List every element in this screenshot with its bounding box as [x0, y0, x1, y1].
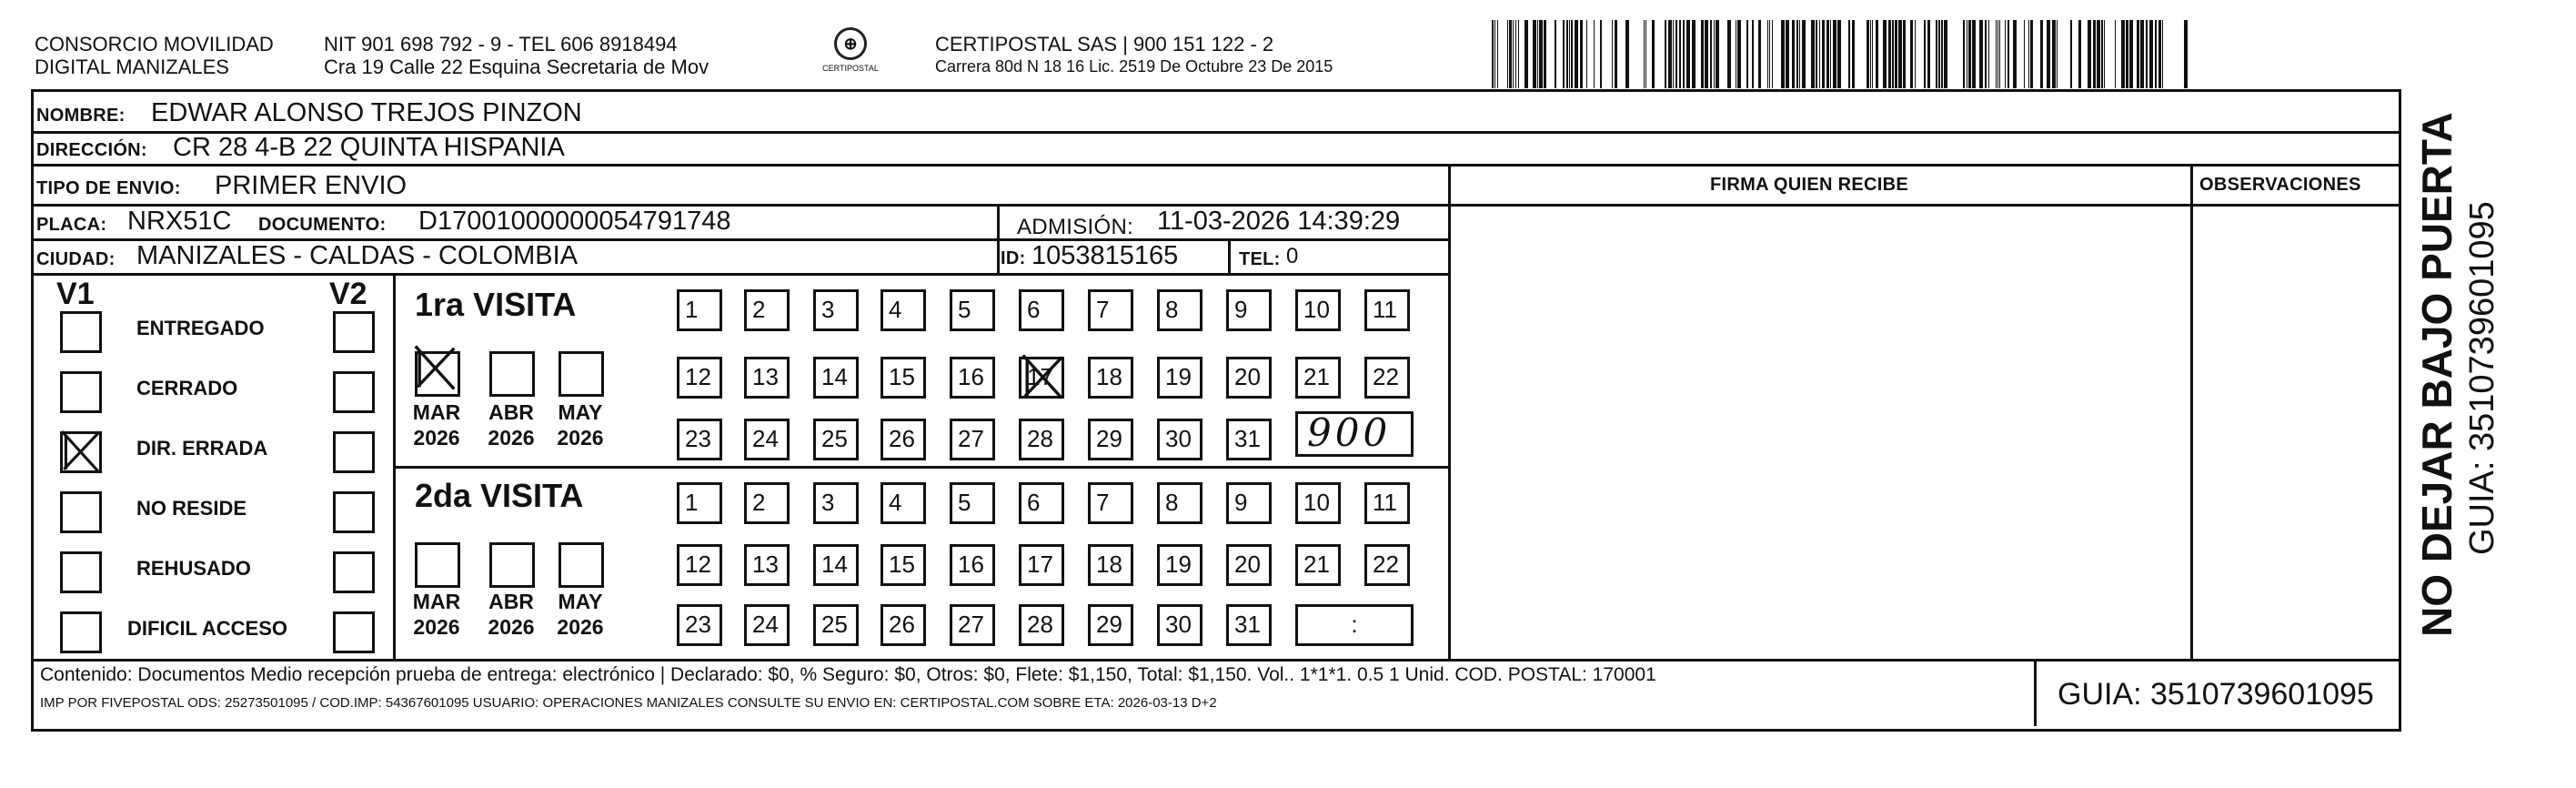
visit1-day-22[interactable]: 22: [1364, 357, 1410, 399]
visit1-day-9[interactable]: 9: [1226, 289, 1272, 331]
address-label: DIRECCIÓN:: [36, 140, 147, 160]
visit2-day-18[interactable]: 18: [1088, 544, 1133, 586]
v1-checkbox-6[interactable]: [60, 611, 102, 653]
visit1-day-14[interactable]: 14: [813, 357, 859, 399]
status-label: CERRADO: [136, 377, 238, 399]
visit2-month-label: MAR: [412, 590, 461, 613]
carrier-info: [935, 33, 1333, 77]
v2-label: V2: [329, 277, 367, 311]
visit2-day-10[interactable]: 10: [1295, 482, 1341, 524]
city-label: CIUDAD:: [36, 249, 116, 269]
id-label: ID:: [1001, 248, 1026, 268]
plate-label: PLACA:: [36, 215, 107, 235]
visit1-day-10[interactable]: 10: [1295, 289, 1341, 331]
company-nit: [324, 33, 709, 78]
visit1-day-7[interactable]: 7: [1088, 289, 1133, 331]
visit1-day-13[interactable]: 13: [744, 357, 790, 399]
visit1-month-label: MAR: [412, 400, 461, 424]
visit1-day-17[interactable]: 17: [1019, 357, 1064, 399]
visit1-day-11[interactable]: 11: [1364, 289, 1410, 331]
logo-text: CERTIPOSTAL: [822, 64, 879, 73]
visit1-year-label: 2026: [488, 426, 535, 450]
status-label: NO RESIDE: [136, 497, 247, 520]
visit2-month-box-mar[interactable]: [415, 542, 460, 588]
visit1-month-label: MAY: [558, 400, 603, 424]
recipient-address: CR 28 4-B 22 QUINTA HISPANIA: [173, 133, 565, 162]
visit1-day-20[interactable]: 20: [1226, 357, 1272, 399]
visit1-day-29[interactable]: 29: [1088, 419, 1133, 460]
v2-checkbox-6[interactable]: [333, 611, 375, 653]
visit2-day-17[interactable]: 17: [1019, 544, 1064, 586]
visit2-day-9[interactable]: 9: [1226, 482, 1272, 524]
status-label: DIFICIL ACCESO: [127, 617, 288, 640]
visit2-month-box-abr[interactable]: [489, 542, 535, 588]
visit2-day-24[interactable]: 24: [744, 604, 790, 646]
visit2-day-29[interactable]: 29: [1088, 604, 1133, 646]
footer-imp: IMP POR FIVEPOSTAL ODS: 25273501095 / COD.IMP: 54367601095 USUARIO: OPERACIONES MANIZALES CONSULTE SU ENVIO EN: CERTIPOSTAL.COM SOBRE ETA: 2026-03-13 D+2: [40, 695, 1217, 711]
admission-value: 11-03-2026 14:39:29: [1157, 207, 1401, 236]
recipient-name: EDWAR ALONSO TREJOS PINZON: [151, 98, 582, 127]
visit1-day-1[interactable]: 1: [677, 289, 722, 331]
v2-checkbox-3[interactable]: [333, 431, 375, 473]
side-warning: NO DEJAR BAJO PUERTA: [2413, 112, 2460, 637]
v1-checkbox-2[interactable]: [60, 371, 102, 413]
v2-checkbox-1[interactable]: [333, 311, 375, 353]
admission-label: ADMISIÓN:: [1017, 215, 1134, 239]
nit-line2: Cra 19 Calle 22 Esquina Secretaria de Mov: [324, 56, 709, 78]
status-label: REHUSADO: [136, 557, 251, 580]
visit1-day-2[interactable]: 2: [744, 289, 790, 331]
carrier-line1: CERTIPOSTAL SAS | 900 151 122 - 2: [935, 33, 1274, 56]
id-value: 1053815165: [1031, 241, 1179, 270]
company-line2: DIGITAL MANIZALES: [35, 56, 229, 78]
visit1-day-16[interactable]: 16: [950, 357, 995, 399]
visit2-month-box-may[interactable]: [558, 542, 604, 588]
side-guia: GUIA: 3510739601095: [2463, 201, 2501, 555]
visit2-day-3[interactable]: 3: [813, 482, 859, 524]
visit1-day-28[interactable]: 28: [1019, 419, 1064, 460]
visit2-day-5[interactable]: 5: [950, 482, 995, 524]
visit2-day-4[interactable]: 4: [880, 482, 926, 524]
company-line1: CONSORCIO MOVILIDAD: [35, 33, 274, 56]
visit2-day-19[interactable]: 19: [1157, 544, 1202, 586]
v2-checkbox-4[interactable]: [333, 491, 375, 533]
visit2-day-8[interactable]: 8: [1157, 482, 1202, 524]
v2-checkbox-2[interactable]: [333, 371, 375, 413]
footer-guia: GUIA: 3510739601095: [2058, 677, 2374, 712]
barcode: [1492, 20, 2192, 88]
visit2-time-field[interactable]: :: [1295, 604, 1414, 646]
visit2-day-11[interactable]: 11: [1364, 482, 1410, 524]
v1-checkbox-5[interactable]: [60, 551, 102, 593]
visit1-time-field[interactable]: 900: [1295, 411, 1414, 457]
visit1-day-23[interactable]: 23: [677, 419, 722, 460]
visit2-day-1[interactable]: 1: [677, 482, 722, 524]
visit1-title: 1ra VISITA: [415, 286, 577, 323]
visit2-day-25[interactable]: 25: [813, 604, 859, 646]
visit1-day-5[interactable]: 5: [950, 289, 995, 331]
visit1-month-box-may[interactable]: [558, 351, 604, 397]
visit2-day-20[interactable]: 20: [1226, 544, 1272, 586]
logo-icon: ⊕: [834, 27, 867, 60]
status-label: ENTREGADO: [136, 317, 265, 339]
visit1-day-18[interactable]: 18: [1088, 357, 1133, 399]
shipment-type-label: TIPO DE ENVIO:: [36, 178, 181, 198]
name-label: NOMBRE:: [36, 106, 126, 126]
visit1-day-31[interactable]: 31: [1226, 419, 1272, 460]
visit1-day-8[interactable]: 8: [1157, 289, 1202, 331]
visit1-day-12[interactable]: 12: [677, 357, 722, 399]
visit2-day-16[interactable]: 16: [950, 544, 995, 586]
visit2-day-31[interactable]: 31: [1226, 604, 1272, 646]
visit2-day-23[interactable]: 23: [677, 604, 722, 646]
visit1-day-26[interactable]: 26: [880, 419, 926, 460]
certipostal-logo: [810, 27, 891, 82]
status-label: DIR. ERRADA: [136, 437, 268, 460]
shipment-type: PRIMER ENVIO: [215, 171, 408, 200]
visit2-day-22[interactable]: 22: [1364, 544, 1410, 586]
visit1-day-24[interactable]: 24: [744, 419, 790, 460]
visit1-month-label: ABR: [488, 400, 534, 424]
visit1-day-6[interactable]: 6: [1019, 289, 1064, 331]
v1-label: V1: [56, 277, 95, 311]
tel-label: TEL:: [1239, 249, 1281, 269]
v1-checkbox-1[interactable]: [60, 311, 102, 353]
visit1-day-19[interactable]: 19: [1157, 357, 1202, 399]
visit2-day-6[interactable]: 6: [1019, 482, 1064, 524]
visit2-month-label: MAY: [558, 590, 603, 613]
visit2-day-2[interactable]: 2: [744, 482, 790, 524]
visit2-day-28[interactable]: 28: [1019, 604, 1064, 646]
visit1-day-21[interactable]: 21: [1295, 357, 1341, 399]
visit2-day-15[interactable]: 15: [880, 544, 926, 586]
visit2-day-27[interactable]: 27: [950, 604, 995, 646]
city-value: MANIZALES - CALDAS - COLOMBIA: [136, 241, 579, 270]
visit2-day-14[interactable]: 14: [813, 544, 859, 586]
visit1-day-15[interactable]: 15: [880, 357, 926, 399]
visit2-year-label: 2026: [488, 615, 535, 639]
company-name: [35, 33, 274, 78]
visit1-year-label: 2026: [413, 426, 460, 450]
v1-checkbox-4[interactable]: [60, 491, 102, 533]
footer-contents: Contenido: Documentos Medio recepción prueba de entrega: electrónico | Declarado: $0, % Seguro: $0, Otros: $0, Flete: $1,150, Total: $1,150. Vol.. 1*1*1. 0.5 1 Unid. COD. POSTAL: 170001: [40, 664, 1656, 685]
visit2-day-13[interactable]: 13: [744, 544, 790, 586]
visit2-day-7[interactable]: 7: [1088, 482, 1133, 524]
carrier-line2: Carrera 80d N 18 16 Lic. 2519 De Octubre 23 De 2015: [935, 57, 1333, 76]
visit1-day-30[interactable]: 30: [1157, 419, 1202, 460]
visit1-day-4[interactable]: 4: [880, 289, 926, 331]
visit2-year-label: 2026: [557, 615, 604, 639]
signature-header: FIRMA QUIEN RECIBE: [1710, 175, 1908, 195]
visit2-day-21[interactable]: 21: [1295, 544, 1341, 586]
visit1-day-25[interactable]: 25: [813, 419, 859, 460]
visit2-day-26[interactable]: 26: [880, 604, 926, 646]
visit1-day-3[interactable]: 3: [813, 289, 859, 331]
v1-checkbox-3[interactable]: [60, 431, 102, 473]
nit-line1: NIT 901 698 792 - 9 - TEL 606 8918494: [324, 33, 678, 56]
visit1-day-27[interactable]: 27: [950, 419, 995, 460]
visit2-day-30[interactable]: 30: [1157, 604, 1202, 646]
document-label: DOCUMENTO:: [258, 215, 387, 235]
visit2-title: 2da VISITA: [415, 477, 584, 514]
observations-header: OBSERVACIONES: [2199, 175, 2361, 195]
document-value: D17001000000054791748: [418, 207, 731, 236]
visit2-day-12[interactable]: 12: [677, 544, 722, 586]
v2-checkbox-5[interactable]: [333, 551, 375, 593]
tel-value: 0: [1286, 244, 1299, 268]
visit1-month-box-abr[interactable]: [489, 351, 535, 397]
visit2-month-label: ABR: [488, 590, 534, 613]
visit1-month-box-mar[interactable]: [415, 351, 460, 397]
plate-value: NRX51C: [127, 207, 232, 236]
visit2-year-label: 2026: [413, 615, 460, 639]
visit1-year-label: 2026: [557, 426, 604, 450]
